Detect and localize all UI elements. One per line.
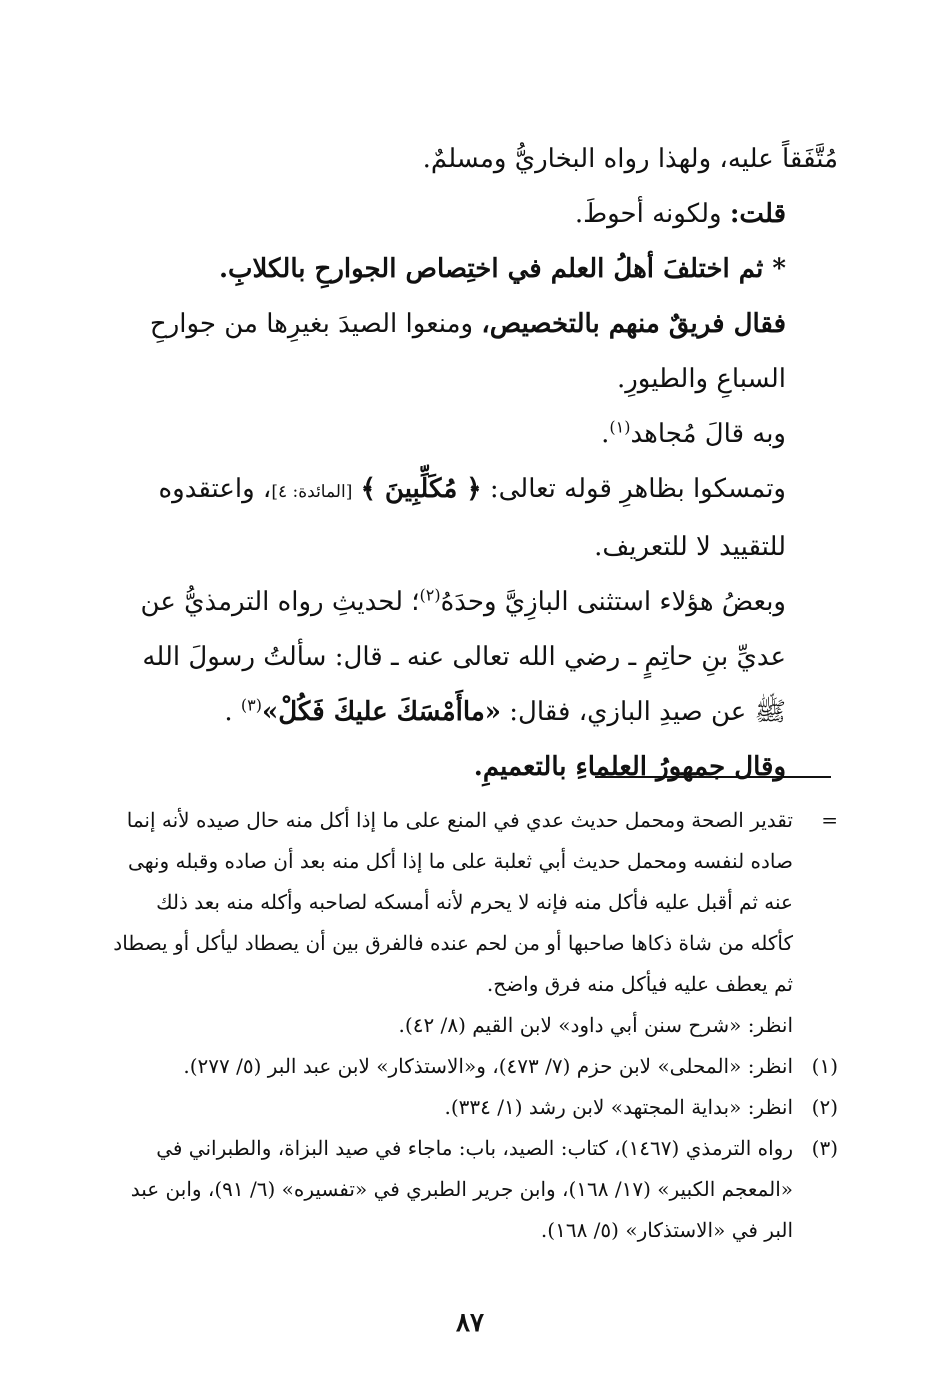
paragraph-5-text: وبه قالَ مُجاهد (630, 419, 786, 449)
footnote-1-marker: (١) (811, 1054, 838, 1078)
footnotes (110, 800, 838, 1251)
main-text (110, 132, 838, 795)
hadith-quote: «ماأَمْسَكَ عليكَ فَكُلْ» (261, 697, 502, 727)
footnote-ref-3: (٣) (240, 695, 262, 715)
paragraph-7-text: وبعضُ هؤلاء استثنى البازِيَّ وحدَهُ (440, 587, 786, 617)
footnote-2-marker: (٢) (811, 1095, 838, 1119)
footnote-3 (110, 1128, 838, 1251)
footnote-continued-text: تقدير الصحة ومحمل حديث عدي في المنع على ما إذا أكل منه حال صيده لأنه إنما صاده لنفسه ومحمل حديث أبي ثعلبة على ما إذا أكل منه بعد أن صاده وقبله ونهى عنه ثم أقبل عليه فأكل منه فإنه لا يحرم لأنه أمسكه لصاحبه وأكله منه بعد ذلك كأكله من شاة ذكاها صاحبها أو من لحم عنده فالفرق بين أن يصطاد ليأكل أو يصطاد ثم يعطف عليه فيأكل منه فرق واضح. (113, 808, 793, 996)
paragraph-4 (110, 297, 838, 407)
footnote-3-text: رواه الترمذي (١٤٦٧)، كتاب: الصيد، باب: ماجاء في صيد البزاة، والطبراني في «المعجم الكبير» (١٧/ ١٦٨)، وابن جرير الطبري في «تفسيره» (٦/ ٩١)، وابن عبد البر في «الاستذكار» (٥/ ١٦٨). (130, 1136, 793, 1242)
paragraph-1-text: مُتَّفَقاً عليه، ولهذا رواه البخاريُّ ومسلمٌ. (422, 144, 838, 174)
paragraph-6-text: وتمسكوا بظاهرِ قوله تعالى: (489, 474, 786, 504)
quran-citation: [المائدة: ٤] (271, 482, 353, 502)
paragraph-7-mid: ؛ لحديثِ رواه الترمذيُّ عن عديِّ بنِ حاتِمٍ ـ رضي الله تعالى عنه ـ قال: سألتُ رسولَ الله ﷺ عن صيدِ البازي، فقال: (140, 587, 786, 727)
paragraph-2 (110, 187, 838, 242)
paragraph-6 (110, 462, 838, 575)
section-heading-text: * ثم اختلفَ أهلُ العلم في اختِصاص الجوارحِ بالكلابِ. (219, 254, 786, 284)
footnote-continued-body (110, 800, 793, 1046)
footnote-2 (110, 1087, 838, 1128)
paragraph-7 (110, 575, 838, 740)
paragraph-8 (110, 740, 838, 795)
paragraph-4-bold: فقال فريقٌ منهم بالتخصيص، (481, 309, 786, 339)
footnote-1 (110, 1046, 838, 1087)
note-label: قلت: (729, 199, 786, 229)
paragraph-7-end: . (224, 697, 233, 727)
footnote-3-marker: (٣) (811, 1136, 838, 1160)
footnote-ref-2: (٢) (419, 585, 441, 605)
paragraph-6-end: ، واعتقدوه للتقييد لا للتعريف. (158, 474, 786, 562)
footnote-1-text: انظر: «المحلى» لابن حزم (٧/ ٤٧٣)، و«الاستذكار» لابن عبد البر (٥/ ٢٧٧). (183, 1054, 793, 1078)
paragraph-4-text: ومنعوا الصيدَ بغيرِها من جوارحِ السباعِ والطيورِ. (149, 309, 786, 394)
quran-quote: ﴿ مُكَلِّبِينَ ﴾ (360, 474, 482, 504)
section-heading (110, 242, 838, 297)
footnote-continued-marker: = (821, 808, 838, 832)
paragraph-2-text: ولكونه أحوطَ. (574, 199, 722, 229)
paragraph-5-end: . (601, 419, 610, 449)
page-number: ٨٧ (456, 1308, 484, 1338)
paragraph-8-text: وقال جمهورُ العلماءِ بالتعميمِ. (473, 752, 786, 782)
footnote-2-text: انظر: «بداية المجتهد» لابن رشد (١/ ٣٣٤). (444, 1095, 793, 1119)
paragraph-1 (110, 132, 838, 187)
paragraph-5 (110, 407, 838, 462)
footnote-continued-ref: انظر: «شرح سنن أبي داود» لابن القيم (٨/ ٤٢). (398, 1013, 793, 1037)
footnote-separator (595, 776, 831, 778)
footnote-ref-1: (١) (609, 417, 631, 437)
footnote-continued (110, 800, 838, 1046)
